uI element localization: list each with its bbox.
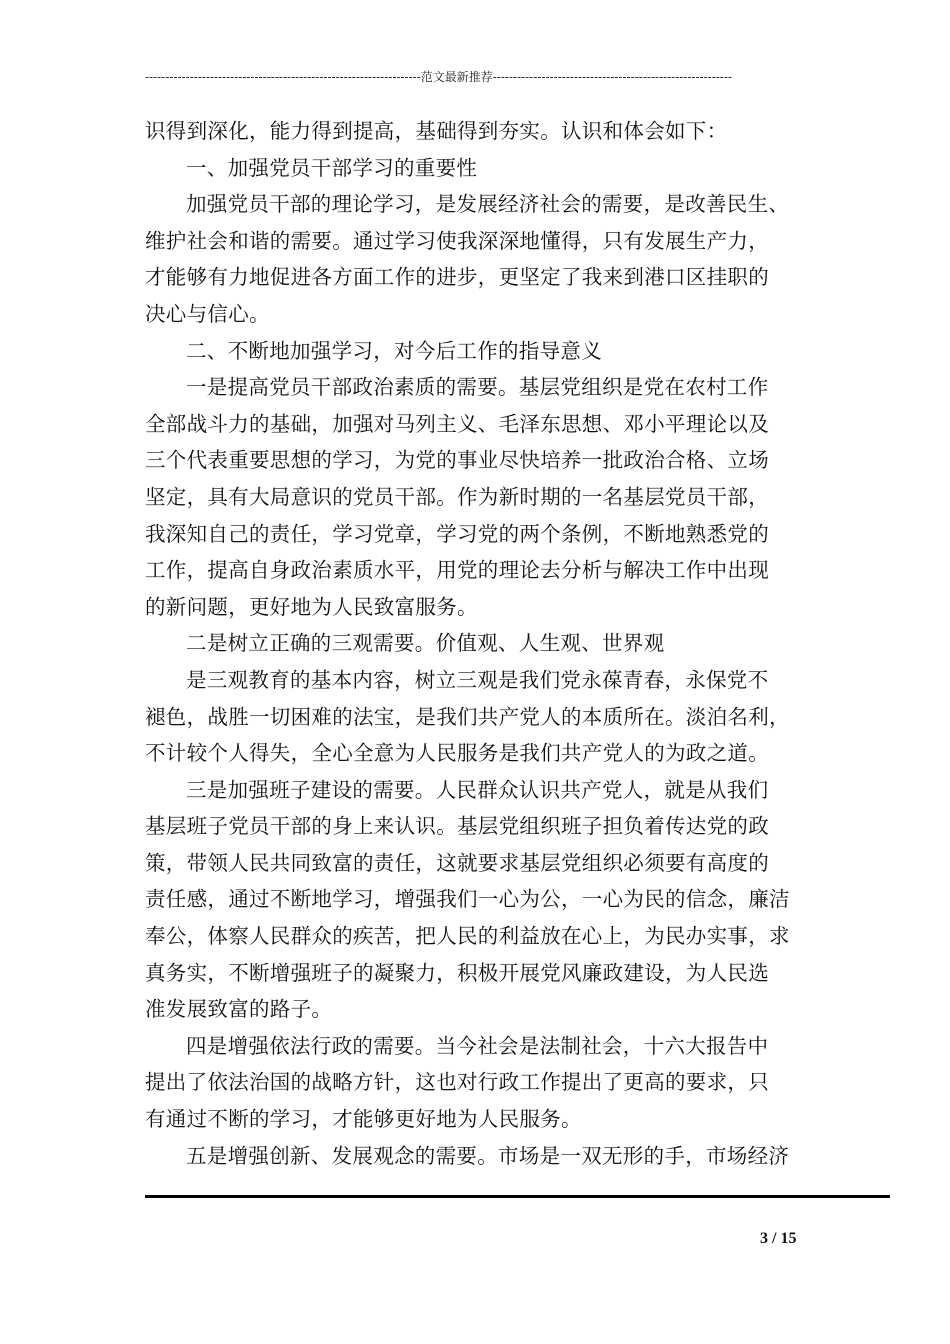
header-title: 范文最新推荐 bbox=[420, 70, 493, 84]
text-line: 工作，提高自身政治素质水平，用党的理论去分析与解决工作中出现 bbox=[145, 558, 769, 583]
text-line: 不计较个人得失，全心全意为人民服务是我们共产党人的为政之道。 bbox=[145, 741, 769, 766]
text-line: 全部战斗力的基础，加强对马列主义、毛泽东思想、邓小平理论以及 bbox=[145, 411, 769, 436]
text-line: 维护社会和谐的需要。通过学习使我深深地懂得，只有发展生产力， bbox=[145, 228, 769, 253]
text-line: 三个代表重要思想的学习，为党的事业尽快培养一批政治合格、立场 bbox=[145, 448, 769, 473]
text-line: 三是加强班子建设的需要。人民群众认识共产党人，就是从我们 bbox=[186, 777, 769, 802]
text-line: 准发展致富的路子。 bbox=[145, 997, 333, 1022]
header-dash-left: -------------------------------------------------------------------- bbox=[145, 70, 421, 84]
text-line: 四是增强依法行政的需要。当今社会是法制社会，十六大报告中 bbox=[186, 1033, 769, 1058]
text-line: 决心与信心。 bbox=[145, 301, 270, 326]
page-number: 3 / 15 bbox=[760, 1230, 797, 1247]
text-line: 一是提高党员干部政治素质的需要。基层党组织是党在农村工作 bbox=[186, 375, 769, 400]
document-body bbox=[145, 113, 810, 1174]
section-heading: 一、加强党员干部学习的重要性 bbox=[186, 155, 478, 180]
page-header bbox=[145, 70, 790, 84]
text-line: 褪色，战胜一切困难的法宝，是我们共产党人的本质所在。淡泊名利， bbox=[145, 704, 790, 729]
text-line: 识得到深化，能力得到提高，基础得到夯实。认识和体会如下： bbox=[145, 119, 728, 143]
text-line: 的新问题，更好地为人民致富服务。 bbox=[145, 594, 478, 619]
text-line: 策，带领人民共同致富的责任，这就要求基层党组织必须要有高度的 bbox=[145, 850, 769, 875]
text-line: 坚定，具有大局意识的党员干部。作为新时期的一名基层党员干部， bbox=[145, 484, 769, 509]
text-line: 有通过不断的学习，才能够更好地为人民服务。 bbox=[145, 1107, 582, 1132]
text-line: 我深知自己的责任，学习党章，学习党的两个条例，不断地熟悉党的 bbox=[145, 521, 769, 546]
header-dash-right: ----------------------------------------------------------- bbox=[492, 70, 732, 84]
text-line: 五是增强创新、发展观念的需要。市场是一双无形的手，市场经济 bbox=[186, 1143, 790, 1168]
text-line: 责任感，通过不断地学习，增强我们一心为公，一心为民的信念，廉洁 bbox=[145, 887, 790, 912]
text-line: 真务实，不断增强班子的凝聚力，积极开展党风廉政建设，为人民选 bbox=[145, 960, 769, 985]
section-heading: 二、不断地加强学习，对今后工作的指导意义 bbox=[186, 338, 602, 363]
text-line: 二是树立正确的三观需要。价值观、人生观、世界观 bbox=[186, 631, 665, 656]
text-line: 基层班子党员干部的身上来认识。基层党组织班子担负着传达党的政 bbox=[145, 814, 769, 839]
text-line: 是三观教育的基本内容，树立三观是我们党永葆青春，永保党不 bbox=[186, 667, 769, 692]
text-line: 才能够有力地促进各方面工作的进步，更坚定了我来到港口区挂职的 bbox=[145, 265, 769, 290]
text-line: 奉公，体察人民群众的疾苦，把人民的利益放在心上，为民办实事，求 bbox=[145, 924, 790, 949]
footer-rule bbox=[145, 1195, 890, 1198]
text-line: 提出了依法治国的战略方针，这也对行政工作提出了更高的要求，只 bbox=[145, 1070, 769, 1095]
text-line: 加强党员干部的理论学习，是发展经济社会的需要，是改善民生、 bbox=[186, 192, 790, 217]
